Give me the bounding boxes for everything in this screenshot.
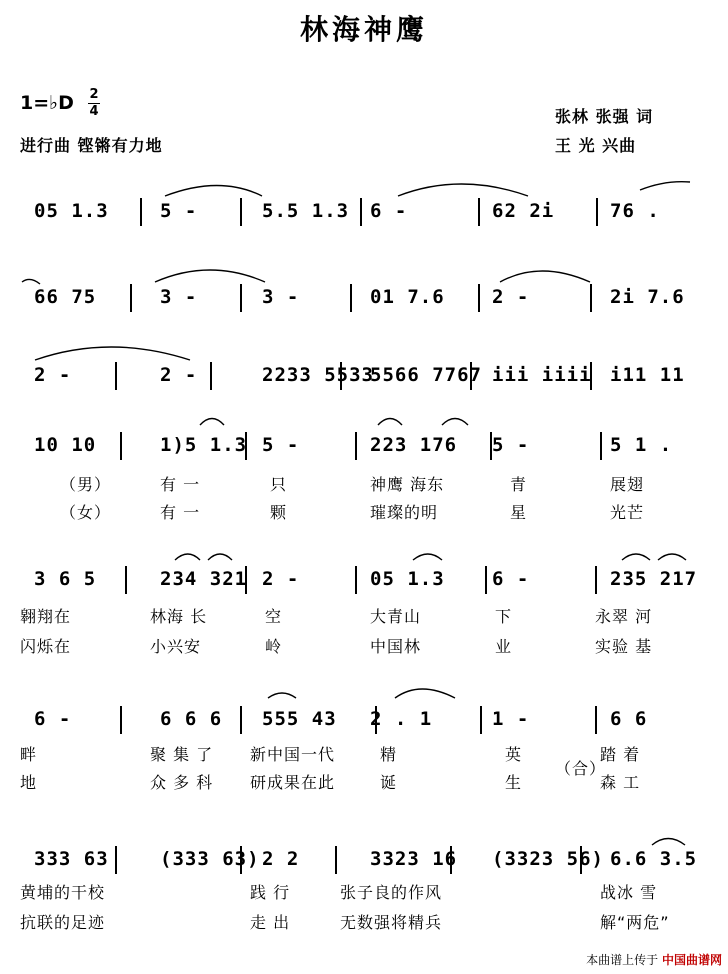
male-lyric: 精 xyxy=(380,745,398,764)
note-group: 555 43 xyxy=(262,708,337,730)
note-group: 66 75 xyxy=(34,286,97,308)
barline xyxy=(120,432,122,460)
note-group: 2233 5533 xyxy=(262,364,374,386)
female-lyric: 众 多 科 xyxy=(150,773,214,792)
male-lyric: 永翠 河 xyxy=(595,607,653,626)
note-group: 5 - xyxy=(262,434,300,456)
meter-bottom: 4 xyxy=(89,104,99,119)
staff-line-5 xyxy=(0,566,728,606)
footer-credit xyxy=(586,951,722,968)
staff-line-4 xyxy=(0,432,728,472)
female-lyric: 业 xyxy=(495,637,513,656)
barline xyxy=(120,706,122,734)
male-lyric: 黄埔的干校 xyxy=(20,883,106,902)
barline xyxy=(485,566,487,594)
male-lyric: 新中国一代 xyxy=(250,745,336,764)
note-group: 01 7.6 xyxy=(370,286,445,308)
note-group: 2 - xyxy=(262,568,300,590)
male-lyric: 大青山 xyxy=(370,607,422,626)
female-lyric: 生 xyxy=(505,773,523,792)
female-lyric: 诞 xyxy=(380,773,398,792)
female-lyric: （女） xyxy=(60,503,112,522)
barline xyxy=(115,846,117,874)
barline xyxy=(125,566,127,594)
note-group: 5 1 . xyxy=(610,434,673,456)
barline xyxy=(240,706,242,734)
female-lyric: 岭 xyxy=(265,637,283,656)
female-lyric: 走 出 xyxy=(250,913,291,932)
male-lyric: 聚 集 了 xyxy=(150,745,214,764)
note-group: 2 . 1 xyxy=(370,708,433,730)
female-lyric: 小兴安 xyxy=(150,637,202,656)
note-group: 2 - xyxy=(34,364,72,386)
note-group: 235 217 xyxy=(610,568,698,590)
note-group: 6 6 6 xyxy=(160,708,223,730)
note-group: 2i 7.6 xyxy=(610,286,685,308)
staff-line-2 xyxy=(0,284,728,324)
note-group: (3323 56) xyxy=(492,848,604,870)
barline xyxy=(240,198,242,226)
note-group: 6 - xyxy=(34,708,72,730)
note-group: 1)5 1.3 xyxy=(160,434,248,456)
male-lyric: 下 xyxy=(495,607,513,626)
note-group: 5.5 1.3 xyxy=(262,200,350,222)
note-group: 6 6 xyxy=(610,708,648,730)
chorus-marker: （合） xyxy=(555,759,607,778)
barline xyxy=(115,362,117,390)
barline xyxy=(595,706,597,734)
note-group: 223 176 xyxy=(370,434,458,456)
note-group: (333 63) xyxy=(160,848,260,870)
female-lyric: 闪烁在 xyxy=(20,637,72,656)
note-group: 2 2 xyxy=(262,848,300,870)
staff-line-3 xyxy=(0,362,728,402)
time-signature xyxy=(88,88,100,119)
note-group: 10 10 xyxy=(34,434,97,456)
male-lyric: 翱翔在 xyxy=(20,607,72,626)
female-lyric: 研成果在此 xyxy=(250,773,336,792)
barline xyxy=(478,284,480,312)
female-lyric: 璀璨的明 xyxy=(370,503,439,522)
female-lyric: 森 工 xyxy=(600,773,641,792)
female-lyric: 抗联的足迹 xyxy=(20,913,106,932)
note-group: 5 - xyxy=(492,434,530,456)
female-lyric: 光芒 xyxy=(610,503,645,522)
barline xyxy=(240,284,242,312)
male-lyric: 林海 长 xyxy=(150,607,208,626)
female-lyric: 解“两危” xyxy=(600,913,670,932)
female-lyric: 实验 基 xyxy=(595,637,653,656)
note-group: 3 - xyxy=(160,286,198,308)
male-lyric: 空 xyxy=(265,607,283,626)
note-group: iii iiii xyxy=(492,364,592,386)
composer-credit: 王 光 兴曲 xyxy=(555,136,637,155)
note-group: 1 - xyxy=(492,708,530,730)
female-lyric: 颗 xyxy=(270,503,288,522)
note-group: 333 63 xyxy=(34,848,109,870)
footer-text: 本曲谱上传于 xyxy=(586,953,659,967)
barline xyxy=(355,432,357,460)
barline xyxy=(335,846,337,874)
note-group: 6 - xyxy=(492,568,530,590)
female-lyric: 有 一 xyxy=(160,503,201,522)
note-group: 234 321 xyxy=(160,568,248,590)
note-group: 62 2i xyxy=(492,200,555,222)
male-lyric: 英 xyxy=(505,745,523,764)
male-lyric: 践 行 xyxy=(250,883,291,902)
staff-line-6 xyxy=(0,706,728,746)
male-lyric: 青 xyxy=(510,475,528,494)
female-lyric: 无数强将精兵 xyxy=(340,913,443,932)
note-group: 3 6 5 xyxy=(34,568,97,590)
note-group: 3323 16 xyxy=(370,848,458,870)
barline xyxy=(360,198,362,226)
male-lyric: 张子良的作风 xyxy=(340,883,443,902)
female-lyric: 中国林 xyxy=(370,637,422,656)
key-signature: 1=♭D xyxy=(20,92,74,114)
barline xyxy=(600,432,602,460)
note-group: 5 - xyxy=(160,200,198,222)
barline xyxy=(478,198,480,226)
note-group: 5566 7767 xyxy=(370,364,482,386)
note-group: 2 - xyxy=(492,286,530,308)
barline xyxy=(210,362,212,390)
male-lyric: 有 一 xyxy=(160,475,201,494)
lyricist-credit: 张林 张强 词 xyxy=(555,107,654,126)
male-lyric: 战冰 雪 xyxy=(600,883,658,902)
male-lyric: 只 xyxy=(270,475,288,494)
barline xyxy=(596,198,598,226)
male-lyric: 踏 着 xyxy=(600,745,641,764)
meter-top: 2 xyxy=(89,87,99,102)
male-lyric: （男） xyxy=(60,475,112,494)
note-group: 05 1.3 xyxy=(34,200,109,222)
female-lyric: 星 xyxy=(510,503,528,522)
barline xyxy=(355,566,357,594)
note-group: 6 - xyxy=(370,200,408,222)
barline xyxy=(480,706,482,734)
barline xyxy=(595,566,597,594)
barline xyxy=(140,198,142,226)
male-lyric: 神鹰 海东 xyxy=(370,475,445,494)
female-lyric: 地 xyxy=(20,773,38,792)
site-brand: 中国曲谱网 xyxy=(661,953,722,967)
barline xyxy=(130,284,132,312)
note-group: i11 11 xyxy=(610,364,685,386)
barline xyxy=(590,284,592,312)
song-title: 林海神鹰 xyxy=(299,13,428,46)
note-group: 2 - xyxy=(160,364,198,386)
tempo-marking: 进行曲 铿锵有力地 xyxy=(20,136,163,155)
male-lyric: 畔 xyxy=(20,745,38,764)
barline xyxy=(350,284,352,312)
note-group: 05 1.3 xyxy=(370,568,445,590)
male-lyric: 展翅 xyxy=(610,475,645,494)
note-group: 76 . xyxy=(610,200,660,222)
note-group: 6.6 3.5 xyxy=(610,848,698,870)
note-group: 3 - xyxy=(262,286,300,308)
staff-line-1 xyxy=(0,198,728,238)
